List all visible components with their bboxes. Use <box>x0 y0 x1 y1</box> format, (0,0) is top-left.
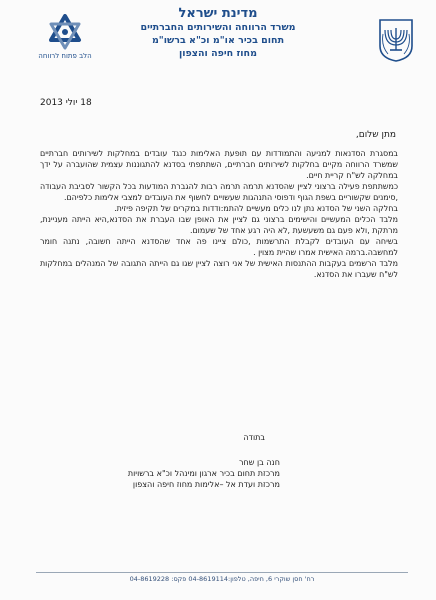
star-of-david-logo-icon <box>45 14 85 50</box>
footer-address: רח' חסן שוקרי 6, חיפה, טלפון:04-8619114 פקס: 04-8619228 <box>129 575 315 583</box>
paragraph: בחלקה השני של הסדנא נתן לנו כלים מעשיים להתמ:ודדות במקרים של תקיפה פיזית. <box>114 204 398 213</box>
signature-title: מרכזת ועדת אל –אלימות מחוז חיפה והצפון <box>132 480 280 489</box>
letter-date: 18 יולי 2013 <box>40 98 92 108</box>
closing-thanks: בתודה <box>243 433 265 442</box>
letterhead-line: משרד הרווחה והשירותים החברתיים <box>140 22 296 33</box>
ministry-name: מדינת ישראל <box>178 6 258 21</box>
state-emblem <box>364 16 428 68</box>
letterhead <box>70 6 366 60</box>
signature-name: חנה בן שחר <box>239 458 280 467</box>
letterhead-line: תחום בכיר או"מ וכ"א ברשו"מ <box>151 35 285 46</box>
paragraph: במסגרת הסדנאות למניעה והתמודדות עם תופעת האלימות כנגד עובדים במחלקות לשירותים חברתיים שמשרד הרווחה מקיים בחלקות לשירותים חברתיים, השתתפתי בסדנא להתגוננות עצמית שהועברה על ידך במחלקה לש"ח קריית חיים. <box>40 149 398 180</box>
letter-body <box>40 148 398 280</box>
signature-title: מרכזת תחום בכיר ארגון ומינהל וכ"א ברשויות <box>127 469 280 478</box>
logo-caption: הלב פתוח לרווחה <box>38 52 92 60</box>
greeting: מתן שלום, <box>355 130 396 140</box>
paragraph: בשיחה עם העובדים לקבלת התרשמות ,כולם ציינו פה אחד שהסדנא הייתה חשובה, נתנה חומר למחשבה.ברמה האישית אמרו שהיית מצוין . <box>40 237 398 257</box>
paragraph: מלבד הכלים המעשיים והישימים ברצוני גם לציין את האופן שבו העברת את הסדנא,היא הייתה מעניינת, מרתקת ,ולא פעם גם משעשעת ,לא היה רגע אחד של שעמום. <box>40 215 398 235</box>
paragraph: מלבד הרשמים בעקבות ההתנסות האישית של אני רוצה לציין שגו גם הייתה התגובה של המנהלים במחלקות לש"ח שעברו את הסדנא. <box>40 259 398 279</box>
footer-divider <box>36 572 408 573</box>
closing-block <box>120 432 320 490</box>
letterhead-line: מחוז חיפה והצפון <box>179 48 257 59</box>
welfare-logo <box>30 14 100 74</box>
menorah-icon <box>376 16 416 62</box>
paragraph: כמשתתפת פעילה ברצוני לציין שהסדנא תרמה תרמה רבות להגברת המודעות בכל הקשור לסביבת העבודה ,סימנים שקשוריים בשפת הגוף ודפוסי התנהגות שעשויים לחשוף את העובדים למצבי אלימות כלפיהם. <box>40 182 398 202</box>
